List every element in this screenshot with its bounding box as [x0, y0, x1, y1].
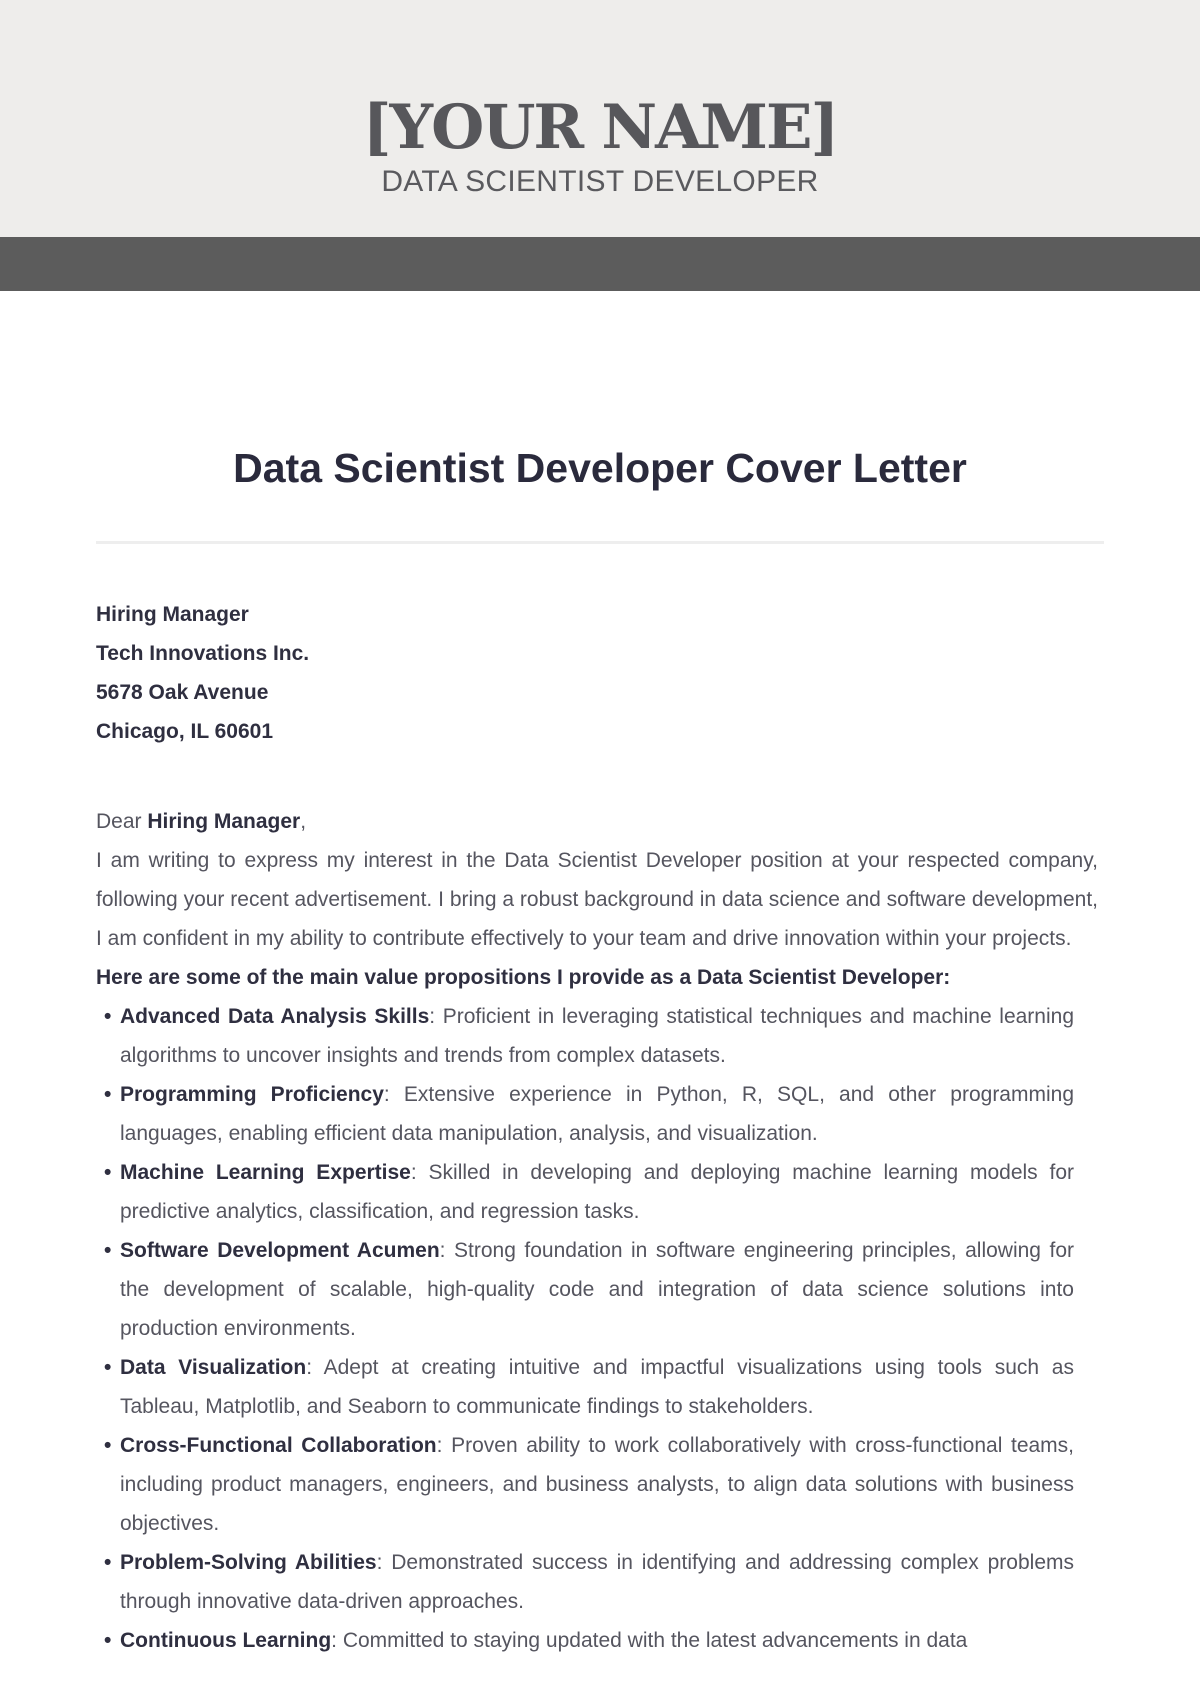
value-propositions-list	[96, 997, 1074, 1660]
recipient-address	[96, 595, 796, 751]
proposition-title: Problem-Solving Abilities	[120, 1551, 377, 1574]
recipient-company: Tech Innovations Inc.	[96, 642, 310, 665]
bullet-icon: •	[104, 1434, 112, 1457]
proposition-title: Programming Proficiency	[120, 1083, 384, 1106]
bullet-icon: •	[104, 1356, 112, 1379]
proposition-title: Continuous Learning	[120, 1629, 332, 1652]
list-item	[96, 1348, 1074, 1426]
salutation-suffix: ,	[300, 810, 307, 833]
list-item	[96, 1231, 1074, 1348]
list-item	[96, 1426, 1074, 1543]
salutation	[96, 802, 1098, 841]
recipient-city: Chicago, IL 60601	[96, 720, 274, 743]
bullet-icon: •	[104, 1629, 112, 1652]
letter-body	[96, 802, 1098, 1660]
proposition-text: : Committed to staying updated with the latest advancements in data	[331, 1629, 968, 1652]
salutation-name: Hiring Manager	[147, 810, 301, 833]
list-item	[96, 1075, 1074, 1153]
proposition-text: : Strong foundation in software engineering principles, allowing for the development of scalable, high-quality code and integration of data science solutions into production environments.	[120, 1239, 1075, 1340]
recipient-street: 5678 Oak Avenue	[96, 681, 269, 704]
list-item	[96, 997, 1074, 1075]
applicant-role: DATA SCIENTIST DEVELOPER	[381, 165, 819, 198]
bullet-icon: •	[104, 1083, 112, 1106]
title-divider	[96, 541, 1104, 544]
document-title: Data Scientist Developer Cover Letter	[233, 445, 967, 491]
proposition-text: : Proficient in leveraging statistical techniques and machine learning algorithms to uncover insights and trends from complex datasets.	[120, 1005, 1074, 1067]
proposition-text: : Demonstrated success in identifying and addressing complex problems through innovative data-driven approaches.	[120, 1551, 1074, 1613]
bullet-icon: •	[104, 1239, 112, 1262]
proposition-text: : Skilled in developing and deploying machine learning models for predictive analytics, classification, and regression tasks.	[120, 1161, 1074, 1223]
list-item	[96, 1153, 1074, 1231]
proposition-title: Cross-Functional Collaboration	[120, 1434, 437, 1457]
bullet-icon: •	[104, 1551, 112, 1574]
header-accent-bar	[0, 237, 1200, 291]
salutation-prefix: Dear	[96, 810, 142, 833]
recipient-name: Hiring Manager	[96, 603, 249, 626]
proposition-title: Machine Learning Expertise	[120, 1161, 411, 1184]
proposition-text: : Extensive experience in Python, R, SQL, and other programming languages, enabling efficient data manipulation, analysis, and visualization.	[120, 1083, 1074, 1145]
proposition-text: : Adept at creating intuitive and impactful visualizations using tools such as Tableau, Matplotlib, and Seaborn to communicate findings to stakeholders.	[120, 1356, 1074, 1418]
proposition-text: : Proven ability to work collaboratively with cross-functional teams, including product managers, engineers, and business analysts, to align data solutions with business objectives.	[120, 1434, 1074, 1535]
list-item	[96, 1621, 1074, 1660]
list-item	[96, 1543, 1074, 1621]
intro-paragraph: I am writing to express my interest in the Data Scientist Developer position at your respected company, following your recent advertisement. I bring a robust background in data science and software development, I am confident in my ability to contribute effectively to your team and drive innovation within your projects.	[96, 849, 1098, 950]
propositions-lead: Here are some of the main value propositions I provide as a Data Scientist Developer:	[96, 966, 951, 989]
proposition-title: Data Visualization	[120, 1356, 307, 1379]
applicant-name: [YOUR NAME]	[362, 92, 838, 163]
bullet-icon: •	[104, 1005, 112, 1028]
proposition-title: Software Development Acumen	[120, 1239, 440, 1262]
bullet-icon: •	[104, 1161, 112, 1184]
proposition-title: Advanced Data Analysis Skills	[120, 1005, 430, 1028]
